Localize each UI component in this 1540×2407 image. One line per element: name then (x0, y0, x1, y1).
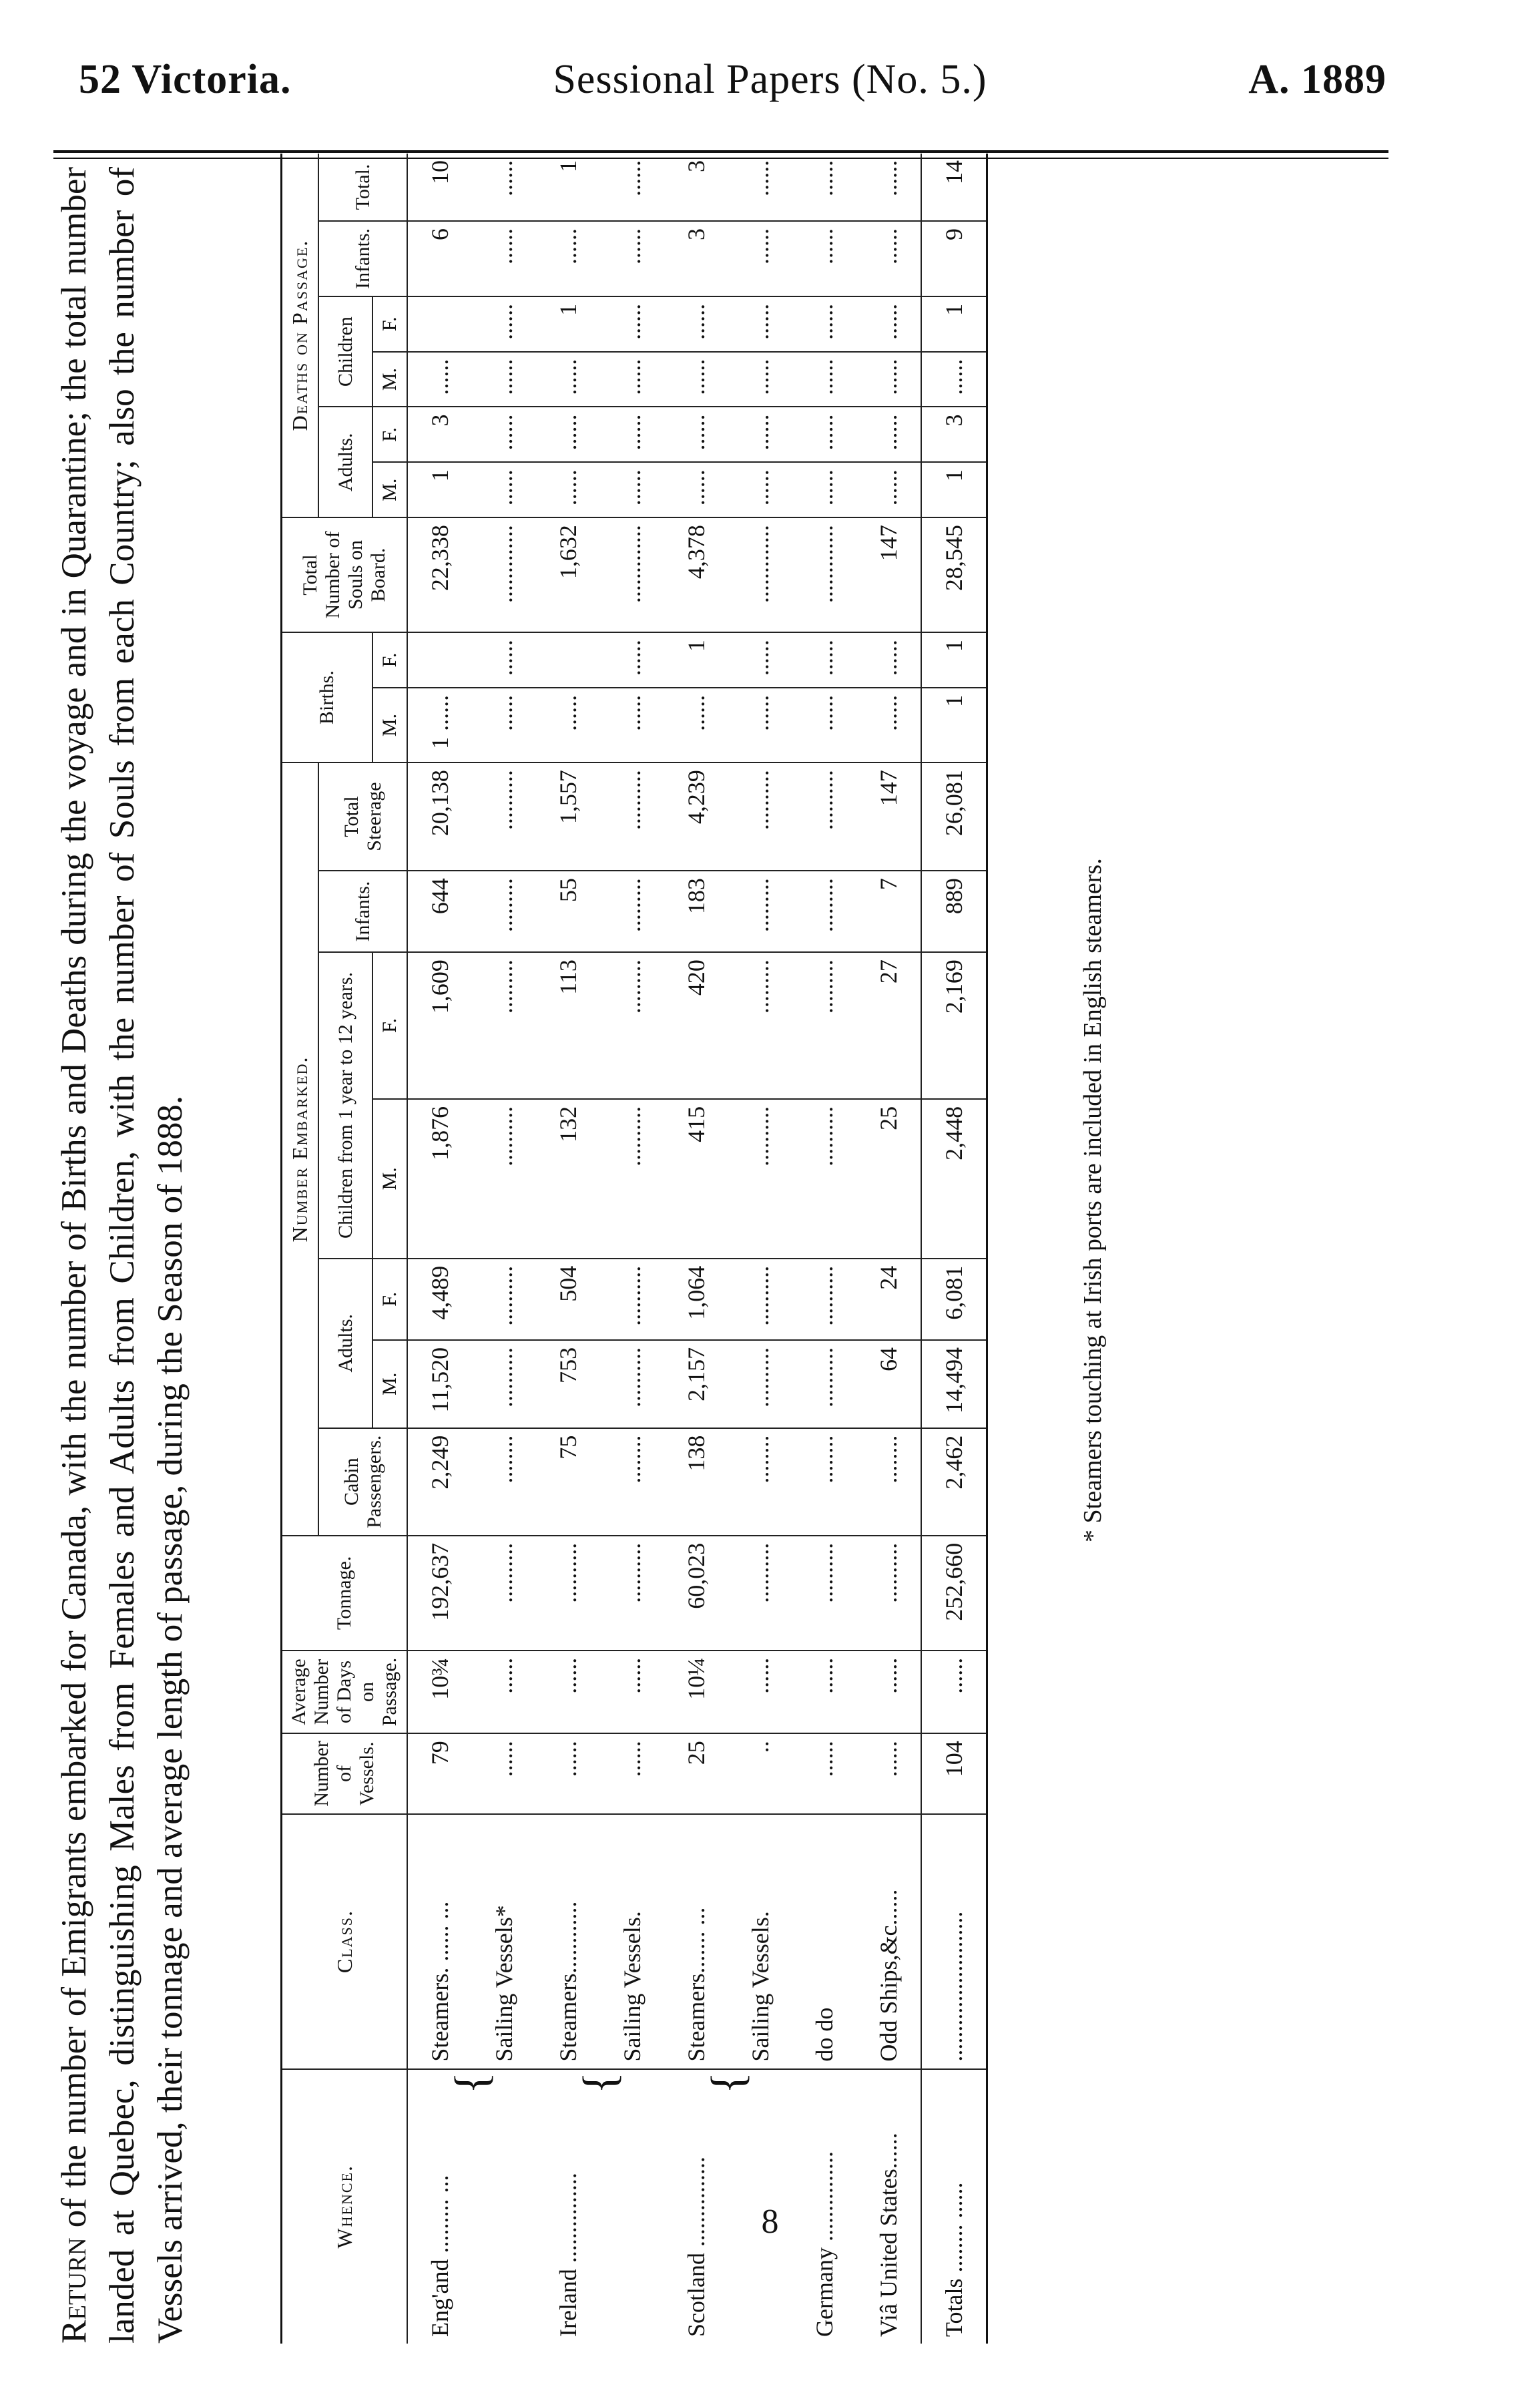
cell-whence: Scotland ............... (683, 2157, 710, 2337)
cell-births-m: ...... (536, 688, 600, 762)
cell-d-adults-m: ...... (728, 462, 792, 517)
cell-tonnage: .......... (792, 1536, 856, 1651)
cell-whence: Ireland ............... (555, 2173, 581, 2337)
cell-infants: ......... (600, 871, 664, 952)
cell-adults-f: 4,489 (407, 1259, 472, 1340)
cell-births-f: ...... (856, 632, 921, 688)
cell-children-m: 2,448 (921, 1099, 987, 1259)
cell-souls: ............. (792, 517, 856, 632)
col-embarked: Number Embarked. (282, 762, 319, 1536)
cell-infants: ......... (792, 871, 856, 952)
brace: { (446, 2071, 497, 2095)
cell-d-total: ...... (472, 154, 536, 221)
cell-d-adults-m: ...... (792, 462, 856, 517)
cell-vessels: ...... (600, 1733, 664, 1813)
cell-adults-m: 64 (856, 1340, 921, 1428)
cell-vessels: 104 (921, 1733, 987, 1813)
table-body (407, 154, 987, 2344)
cell-adults-m: .......... (600, 1340, 664, 1428)
col-children: Children from 1 year to 12 years. (318, 952, 372, 1259)
cell-class: Sailing Vessels. (600, 1814, 664, 2069)
cell-d-infants: ...... (856, 221, 921, 296)
table-caption (50, 167, 194, 2344)
cell-cabin: ........ (472, 1428, 536, 1536)
cell-class: Sailing Vessels* (472, 1814, 536, 2069)
cell-days: ...... (921, 1651, 987, 1733)
cell-infants: 7 (856, 871, 921, 952)
cell-d-adults-f: ...... (792, 407, 856, 462)
cell-d-total: ...... (792, 154, 856, 221)
cell-births-m: ...... (856, 688, 921, 762)
cell-adults-f: .......... (472, 1259, 536, 1340)
cell-adults-m: .......... (472, 1340, 536, 1428)
col-death-children-f: F. (372, 296, 407, 352)
cell-d-children-f: ...... (472, 296, 536, 352)
cell-d-adults-f: ...... (728, 407, 792, 462)
cell-tonnage: .......... (856, 1536, 921, 1651)
cell-d-children-m: ...... (600, 352, 664, 407)
cell-children-m: .......... (728, 1099, 792, 1259)
cell-births-m: ...... (472, 688, 536, 762)
cell-cabin: 2,462 (921, 1428, 987, 1536)
col-deaths: Deaths on Passage. (282, 154, 319, 517)
cell-adults-f: 6,081 (921, 1259, 987, 1340)
cell-days: ...... (792, 1651, 856, 1733)
cell-children-m: .......... (472, 1099, 536, 1259)
cell-infants: ......... (728, 871, 792, 952)
header-year: A. 1889 (1248, 57, 1386, 102)
col-death-children: Children (318, 296, 372, 407)
cell-adults-f: 24 (856, 1259, 921, 1340)
table-row (600, 154, 664, 2344)
cell-whence: Viâ United States...... (875, 2133, 902, 2337)
cell-class: Steamers. ...... ... (407, 1814, 472, 2069)
cell-d-children-f: ...... (856, 296, 921, 352)
col-tonnage: Tonnage. (282, 1536, 408, 1651)
cell-d-adults-m: ...... (536, 462, 600, 517)
cell-d-children-m: ...... (856, 352, 921, 407)
cell-tonnage: .......... (472, 1536, 536, 1651)
col-death-adults-m: M. (372, 462, 407, 517)
cell-days: 10¾ (407, 1651, 472, 1733)
cell-d-children-f: 1 (536, 296, 600, 352)
cell-infants: ......... (472, 871, 536, 952)
cell-d-adults-m: ...... (600, 462, 664, 517)
cell-children-f: ......... (792, 952, 856, 1099)
cell-d-children-m: ...... (728, 352, 792, 407)
col-death-adults: Adults. (318, 407, 372, 517)
cell-class: Sailing Vessels. (728, 1814, 792, 2069)
cell-steerage: .......... (728, 762, 792, 871)
col-births-m: M. (372, 688, 407, 762)
cell-class: Steamers....... ... (664, 1814, 728, 2069)
cell-d-children-f: ...... (600, 296, 664, 352)
table-row (792, 154, 856, 2344)
cell-d-total: 3 (664, 154, 728, 221)
cell-d-children-f: ...... (792, 296, 856, 352)
table-row (921, 154, 987, 2344)
cell-days: ...... (856, 1651, 921, 1733)
cell-children-m: 132 (536, 1099, 600, 1259)
cell-steerage: 147 (856, 762, 921, 871)
cell-d-infants: ...... (792, 221, 856, 296)
cell-d-adults-f: ...... (472, 407, 536, 462)
col-infants: Infants. (318, 871, 407, 952)
cell-births-m: ...... (664, 688, 728, 762)
cell-d-total: ...... (600, 154, 664, 221)
cell-vessels: .. (728, 1733, 792, 1813)
cell-d-infants: ...... (536, 221, 600, 296)
emigrants-table (280, 154, 988, 2344)
cell-adults-f: 504 (536, 1259, 600, 1340)
cell-adults-m: .......... (792, 1340, 856, 1428)
cell-vessels: ...... (856, 1733, 921, 1813)
cell-births-f: ...... (472, 632, 536, 688)
page-number: 8 (761, 2203, 779, 2241)
col-whence: Whence. (282, 2069, 408, 2344)
cell-adults-m: 753 (536, 1340, 600, 1428)
brace (792, 2069, 856, 2097)
cell-days: ...... (536, 1651, 600, 1733)
cell-d-children-m: ...... (921, 352, 987, 407)
cell-steerage: 26,081 (921, 762, 987, 871)
cell-children-m: 415 (664, 1099, 728, 1259)
cell-births-f: 1 (664, 632, 728, 688)
cell-d-infants: 6 (407, 221, 472, 296)
cell-d-total: 14 (921, 154, 987, 221)
cell-children-m: 1,876 (407, 1099, 472, 1259)
cell-d-children-m: ...... (407, 352, 472, 407)
cell-steerage: 20,138 (407, 762, 472, 871)
cell-tonnage: 192,637 (407, 1536, 472, 1651)
cell-steerage: 4,239 (664, 762, 728, 871)
cell-cabin: 75 (536, 1428, 600, 1536)
cell-births-f: 1 (921, 632, 987, 688)
cell-d-children-m: ...... (792, 352, 856, 407)
cell-d-total: 1 (536, 154, 600, 221)
cell-tonnage: .......... (600, 1536, 664, 1651)
cell-cabin: 2,249 (407, 1428, 472, 1536)
col-days: Average Number of Days on Passage. (282, 1651, 408, 1733)
col-death-adults-f: F. (372, 407, 407, 462)
cell-d-adults-m: ...... (856, 462, 921, 517)
cell-vessels: ...... (472, 1733, 536, 1813)
cell-days: ...... (472, 1651, 536, 1733)
cell-whence: Germany ............... (811, 2151, 838, 2337)
cell-children-m: .......... (600, 1099, 664, 1259)
caption-lead: Return (55, 2237, 93, 2344)
cell-cabin: ........ (856, 1428, 921, 1536)
cell-d-adults-f: ...... (856, 407, 921, 462)
brace: { (702, 2071, 754, 2095)
cell-souls: 22,338 (407, 517, 472, 632)
col-death-infants: Infants. (318, 221, 407, 296)
cell-whence: Eng'and ......... ... (427, 2175, 453, 2337)
col-adults-f: F. (372, 1259, 407, 1340)
cell-steerage: .......... (792, 762, 856, 871)
rotated-content (50, 154, 1198, 2344)
col-vessels: Number of Vessels. (282, 1733, 408, 1813)
cell-vessels: 79 (407, 1733, 472, 1813)
cell-souls: ............. (728, 517, 792, 632)
cell-children-f: 2,169 (921, 952, 987, 1099)
cell-steerage: 1,557 (536, 762, 600, 871)
brace (921, 2069, 987, 2097)
cell-adults-f: .......... (600, 1259, 664, 1340)
cell-cabin: ........ (728, 1428, 792, 1536)
cell-d-children-f (407, 296, 472, 352)
brace (856, 2069, 921, 2097)
cell-days: 10¼ (664, 1651, 728, 1733)
brace: { (574, 2071, 625, 2095)
cell-d-adults-f: 3 (407, 407, 472, 462)
cell-souls: 147 (856, 517, 921, 632)
cell-d-children-f: 1 (921, 296, 987, 352)
cell-d-infants: ...... (728, 221, 792, 296)
cell-births-f: ...... (792, 632, 856, 688)
col-death-total: Total. (318, 154, 407, 221)
cell-children-f: ......... (728, 952, 792, 1099)
cell-d-adults-m: ...... (472, 462, 536, 517)
col-class: Class. (282, 1814, 408, 2069)
cell-births-f (407, 632, 472, 688)
cell-adults-f: .......... (792, 1259, 856, 1340)
footnote: * Steamers touching at Irish ports are included in English steamers. (1079, 858, 1107, 1542)
cell-adults-f: 1,064 (664, 1259, 728, 1340)
cell-cabin: ........ (792, 1428, 856, 1536)
cell-class: do do (792, 1814, 856, 2069)
header-title: Sessional Papers (No. 5.) (553, 57, 987, 102)
cell-adults-f: .......... (728, 1259, 792, 1340)
cell-births-m: ...... (728, 688, 792, 762)
table-row (728, 154, 792, 2344)
cell-cabin: ........ (600, 1428, 664, 1536)
header-session: 52 Victoria. (79, 57, 292, 102)
cell-adults-m: 2,157 (664, 1340, 728, 1428)
cell-tonnage: 60,023 (664, 1536, 728, 1651)
cell-tonnage: .......... (728, 1536, 792, 1651)
col-adults-m: M. (372, 1340, 407, 1428)
cell-d-total: ...... (728, 154, 792, 221)
cell-d-infants: 3 (664, 221, 728, 296)
cell-steerage: .......... (472, 762, 536, 871)
col-births-f: F. (372, 632, 407, 688)
cell-adults-m: .......... (728, 1340, 792, 1428)
cell-births-f: ...... (728, 632, 792, 688)
cell-adults-m: 14,494 (921, 1340, 987, 1428)
cell-souls: ............. (472, 517, 536, 632)
cell-d-infants: ...... (600, 221, 664, 296)
cell-children-m: .......... (792, 1099, 856, 1259)
col-death-children-m: M. (372, 352, 407, 407)
cell-vessels: 25 (664, 1733, 728, 1813)
cell-d-children-f: ...... (728, 296, 792, 352)
cell-souls: ............. (600, 517, 664, 632)
col-births: Births. (282, 632, 373, 762)
cell-d-adults-m: ...... (664, 462, 728, 517)
cell-births-m: ...... (600, 688, 664, 762)
cell-d-adults-f: ...... (664, 407, 728, 462)
cell-children-m: 25 (856, 1099, 921, 1259)
cell-souls: 1,632 (536, 517, 600, 632)
cell-class: Steamers............ (536, 1814, 600, 2069)
table-row (856, 154, 921, 2344)
cell-d-total: 10 (407, 154, 472, 221)
cell-children-f: 27 (856, 952, 921, 1099)
cell-cabin: 138 (664, 1428, 728, 1536)
cell-children-f: 1,609 (407, 952, 472, 1099)
col-souls: Total Number of Souls on Board. (282, 517, 408, 632)
cell-whence: Totals ........ ...... (921, 2097, 987, 2344)
cell-tonnage: .......... (536, 1536, 600, 1651)
cell-d-adults-m: 1 (407, 462, 472, 517)
cell-births-f: ...... (600, 632, 664, 688)
cell-souls: 28,545 (921, 517, 987, 632)
col-cabin: Cabin Passengers. (318, 1428, 407, 1536)
col-adults: Adults. (318, 1259, 372, 1428)
col-children-m: M. (372, 1099, 407, 1259)
cell-births-m: ...... (792, 688, 856, 762)
cell-d-adults-f: ...... (600, 407, 664, 462)
cell-infants: 644 (407, 871, 472, 952)
cell-births-f (536, 632, 600, 688)
table-row (407, 154, 472, 2344)
cell-days: ...... (600, 1651, 664, 1733)
cell-d-children-m: ...... (664, 352, 728, 407)
table-row (664, 154, 728, 2344)
cell-adults-m: 11,520 (407, 1340, 472, 1428)
cell-infants: 183 (664, 871, 728, 952)
cell-births-m: 1 (921, 688, 987, 762)
table-row (536, 154, 600, 2344)
cell-class: ......................... (921, 1814, 987, 2069)
cell-days: ...... (728, 1651, 792, 1733)
cell-vessels: ...... (792, 1733, 856, 1813)
cell-d-adults-f: ...... (536, 407, 600, 462)
cell-children-f: ......... (600, 952, 664, 1099)
cell-children-f: 113 (536, 952, 600, 1099)
cell-d-total: ...... (856, 154, 921, 221)
cell-d-children-f: ...... (664, 296, 728, 352)
cell-tonnage: 252,660 (921, 1536, 987, 1651)
cell-class: Odd Ships,&c...... (856, 1814, 921, 2069)
caption-text: of the number of Emigrants embarked for Canada, with the number of Births and Deaths during the voyage and in Quarantine; the total number landed at Quebec, distinguishing Males from Females and Adults from Children, with the number of Souls from each Country; also the number of Vessels arrived, their tonnage and average length of passage, during the Season of 1888. (55, 167, 190, 2344)
cell-infants: 55 (536, 871, 600, 952)
cell-children-f: ......... (472, 952, 536, 1099)
table-row (472, 154, 536, 2344)
cell-d-adults-m: 1 (921, 462, 987, 517)
cell-births-m: 1 ...... (407, 688, 472, 762)
cell-vessels: ...... (536, 1733, 600, 1813)
cell-steerage: .......... (600, 762, 664, 871)
cell-d-infants: ...... (472, 221, 536, 296)
cell-souls: 4,378 (664, 517, 728, 632)
col-children-f: F. (372, 952, 407, 1099)
col-steerage: Total Steerage (318, 762, 407, 871)
header-rule (53, 150, 1388, 153)
cell-infants: 889 (921, 871, 987, 952)
cell-d-children-m: ...... (472, 352, 536, 407)
cell-children-f: 420 (664, 952, 728, 1099)
cell-d-adults-f: 3 (921, 407, 987, 462)
cell-d-children-m: ...... (536, 352, 600, 407)
cell-d-infants: 9 (921, 221, 987, 296)
